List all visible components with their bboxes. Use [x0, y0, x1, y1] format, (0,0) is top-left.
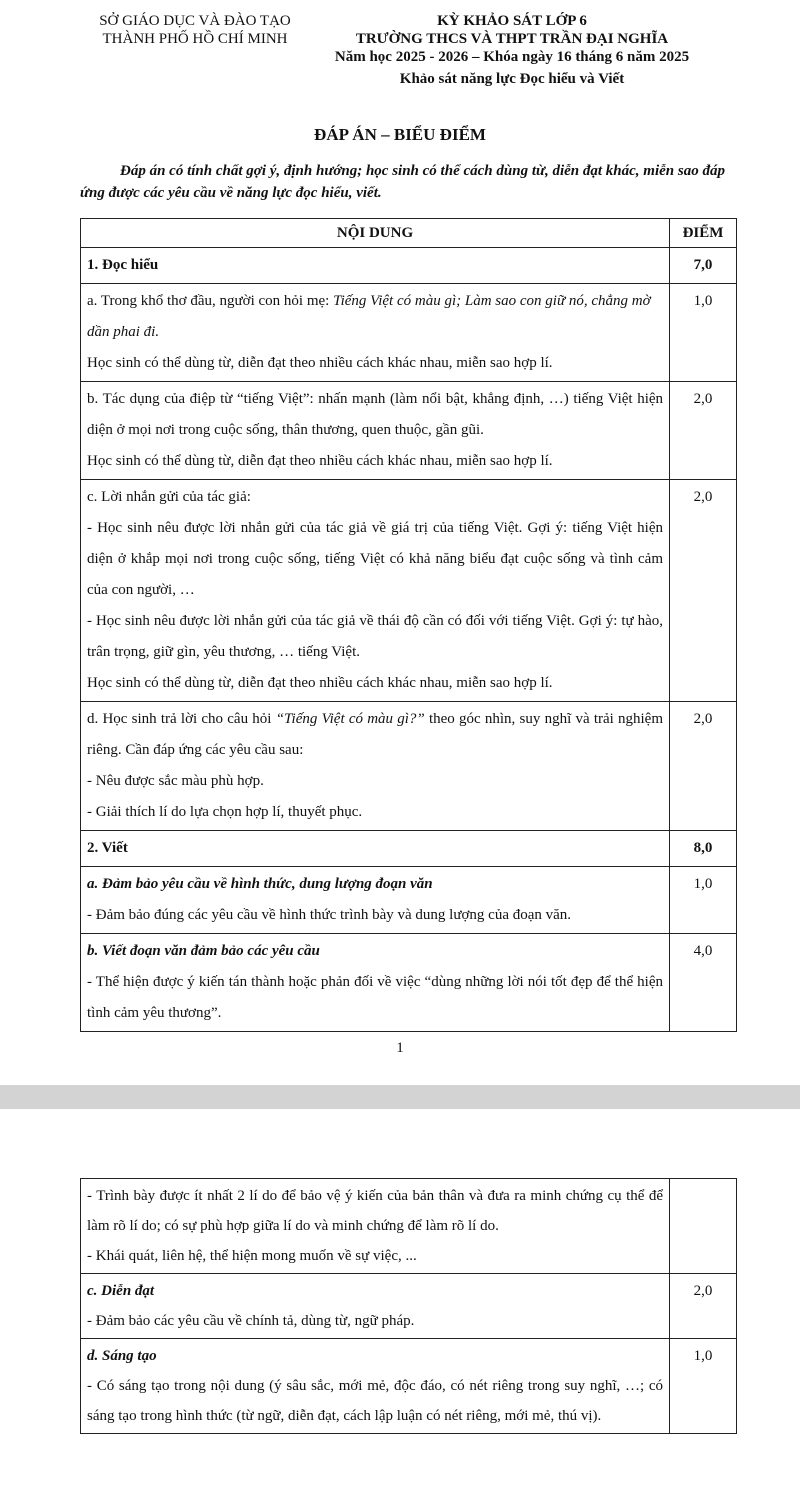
- answer-a-text: a. Trong khổ thơ đầu, người con hỏi mẹ:: [87, 293, 334, 309]
- content-cell: [81, 934, 670, 1032]
- score-cell: 2,0: [670, 702, 737, 831]
- score-cell: 2,0: [670, 480, 737, 702]
- column-header-content: NỘI DUNG: [81, 219, 670, 248]
- writing-b-line: - Thể hiện được ý kiến tán thành hoặc phản đối về việc “dùng những lời nói tốt đẹp để thể hiện tình cảm yêu thương”.: [87, 974, 664, 1021]
- content-cell: [81, 1274, 670, 1339]
- answer-d-line: - Giải thích lí do lựa chọn hợp lí, thuyết phục.: [87, 804, 363, 820]
- answer-table: [80, 218, 737, 1032]
- exam-title: KỲ KHẢO SÁT LỚP 6: [437, 13, 587, 29]
- writing-b-line: - Trình bày được ít nhất 2 lí do để bảo vệ ý kiến của bản thân và đưa ra minh chứng cụ thể để làm rõ lí do; có sự phù hợp giữa lí do và minh chứng để làm rõ lí do.: [87, 1188, 664, 1234]
- department-name: SỞ GIÁO DỤC VÀ ĐÀO TẠO: [99, 13, 291, 29]
- exam-subject: Khảo sát năng lực Đọc hiểu và Viết: [399, 71, 625, 87]
- department-header: [80, 12, 310, 48]
- answer-c-line: - Học sinh nêu được lời nhắn gửi của tác giả về thái độ cần có đối với tiếng Việt. Gợi ý: tự hào, trân trọng, giữ gìn, yêu thương, … tiếng Việt.: [87, 613, 664, 660]
- table-row: [81, 1274, 737, 1339]
- content-cell: [81, 1339, 670, 1434]
- page-number: 1: [396, 1040, 404, 1056]
- city-name: THÀNH PHỐ HỒ CHÍ MINH: [102, 31, 288, 47]
- answer-table-continued: [80, 1178, 737, 1434]
- content-cell: [81, 1179, 670, 1274]
- table-header-row: [81, 219, 737, 248]
- exam-header: [312, 12, 712, 88]
- content-cell: [81, 480, 670, 702]
- score-cell: 1,0: [670, 867, 737, 934]
- table-row: [81, 702, 737, 831]
- answer-a-quote: Tiếng Việt có màu gì; Làm sao con giữ nó, chẳng mờ dần phai đi.: [87, 293, 651, 340]
- answer-d: [87, 704, 663, 766]
- score-cell-empty: [670, 1179, 737, 1274]
- content-cell: [81, 382, 670, 480]
- writing-b-title: b. Viết đoạn văn đảm bảo các yêu cầu: [87, 943, 320, 959]
- score-cell: 7,0: [670, 248, 737, 284]
- intro-note: Đáp án có tính chất gợi ý, định hướng; học sinh có thể cách dùng từ, diễn đạt khác, miễn sao đáp ứng được các yêu cầu về năng lực đọc hiểu, viết.: [80, 163, 725, 201]
- answer-d-text: d. Học sinh trả lời cho câu hỏi: [87, 711, 276, 727]
- writing-c-title: c. Diễn đạt: [87, 1283, 155, 1299]
- column-header-score: ĐIỂM: [670, 219, 737, 248]
- score-cell: 4,0: [670, 934, 737, 1032]
- answer-a-note: Học sinh có thể dùng từ, diễn đạt theo nhiều cách khác nhau, miễn sao hợp lí.: [87, 355, 553, 371]
- page-title: ĐÁP ÁN – BIỂU ĐIỂM: [314, 125, 486, 144]
- answer-c-title: c. Lời nhắn gửi của tác giả:: [87, 489, 251, 505]
- exam-date: Năm học 2025 - 2026 – Khóa ngày 16 tháng 6 năm 2025: [334, 49, 690, 65]
- answer-b-note: Học sinh có thể dùng từ, diễn đạt theo nhiều cách khác nhau, miễn sao hợp lí.: [87, 453, 553, 469]
- writing-b-line: - Khái quát, liên hệ, thể hiện mong muốn về sự việc, ...: [87, 1248, 417, 1264]
- table-row: [81, 934, 737, 1032]
- school-name: TRƯỜNG THCS VÀ THPT TRẦN ĐẠI NGHĨA: [355, 31, 669, 47]
- table-row: [81, 480, 737, 702]
- score-cell: 1,0: [670, 1339, 737, 1434]
- table-row: [81, 248, 737, 284]
- score-cell: 8,0: [670, 831, 737, 867]
- answer-d-line: - Nêu được sắc màu phù hợp.: [87, 773, 264, 789]
- page-separator: [0, 1085, 800, 1109]
- answer-a: [87, 286, 663, 348]
- answer-d-quote: “Tiếng Việt có màu gì?”: [275, 711, 425, 727]
- table-row: [81, 1339, 737, 1434]
- table-row: [81, 1179, 737, 1274]
- table-row: [81, 831, 737, 867]
- table-row: [81, 382, 737, 480]
- answer-c-line: - Học sinh nêu được lời nhắn gửi của tác giả về giá trị của tiếng Việt. Gợi ý: tiếng Việt hiện diện ở khắp mọi nơi trong cuộc sống, tiếng Việt có khả năng biểu đạt cuộc sống và tình cảm của con người, …: [87, 520, 664, 598]
- writing-a-title: a. Đảm bảo yêu cầu về hình thức, dung lượng đoạn văn: [87, 876, 433, 892]
- answer-d-text-end: theo góc nhìn, suy nghĩ và trải nghiệm riêng. Cần đáp ứng các yêu cầu sau:: [87, 711, 664, 758]
- table-row: [81, 284, 737, 382]
- score-cell: 1,0: [670, 284, 737, 382]
- answer-b: b. Tác dụng của điệp từ “tiếng Việt”: nhấn mạnh (làm nổi bật, khẳng định, …) tiếng Việt hiện diện ở mọi nơi trong cuộc sống, thân thương, quen thuộc, gần gũi.: [87, 391, 664, 438]
- table-row: [81, 867, 737, 934]
- content-cell: [81, 702, 670, 831]
- section-title: 2. Viết: [81, 831, 670, 867]
- content-cell: [81, 284, 670, 382]
- content-cell: [81, 867, 670, 934]
- writing-c-line: - Đảm bảo các yêu cầu về chính tả, dùng từ, ngữ pháp.: [87, 1313, 415, 1329]
- answer-c-note: Học sinh có thể dùng từ, diễn đạt theo nhiều cách khác nhau, miễn sao hợp lí.: [87, 675, 553, 691]
- writing-d-line: - Có sáng tạo trong nội dung (ý sâu sắc, mới mẻ, độc đáo, có nét riêng trong suy nghĩ, …; có sáng tạo trong hình thức (từ ngữ, diễn đạt, cách lập luận có nét riêng, mới mẻ, thú vị).: [87, 1378, 664, 1424]
- writing-a-line: - Đảm bảo đúng các yêu cầu về hình thức trình bày và dung lượng của đoạn văn.: [87, 907, 572, 923]
- section-title: 1. Đọc hiểu: [81, 248, 670, 284]
- score-cell: 2,0: [670, 1274, 737, 1339]
- writing-d-title: d. Sáng tạo: [87, 1348, 157, 1364]
- score-cell: 2,0: [670, 382, 737, 480]
